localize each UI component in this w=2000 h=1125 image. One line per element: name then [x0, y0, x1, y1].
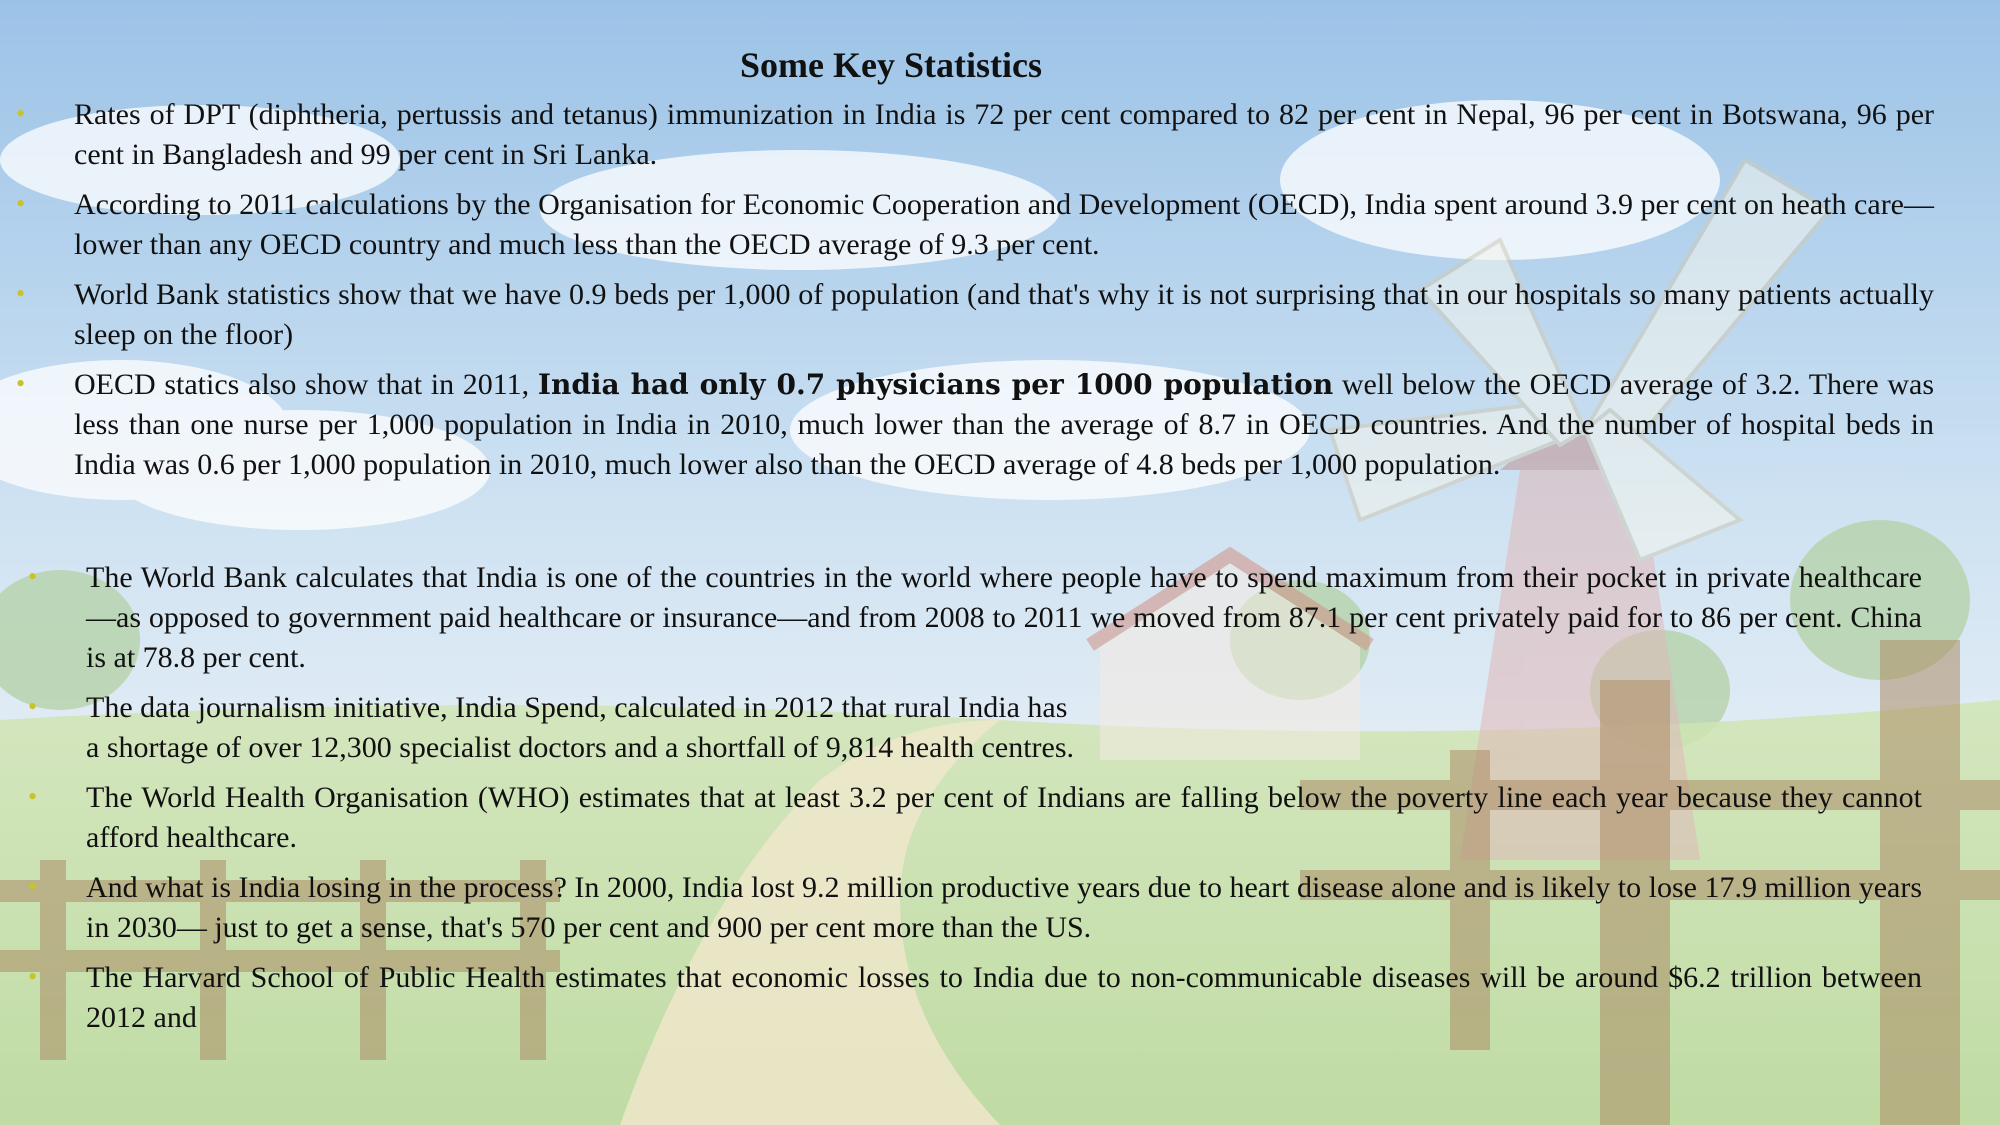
bullet-icon: •: [16, 279, 26, 308]
statistics-list-top: [16, 95, 1934, 495]
list-item: [16, 365, 1934, 485]
list-item: [28, 868, 1922, 948]
list-item: [16, 185, 1934, 265]
list-item: [28, 688, 1922, 768]
list-item-text: Rates of DPT (diphtheria, pertussis and tetanus) immunization in India is 72 per cent compared to 82 per cent in Nepal, 96 per cent in Botswana, 96 per cent in Bangladesh and 99 per cent in Sri Lanka.: [74, 98, 1934, 171]
list-item-text: The Harvard School of Public Health estimates that economic losses to India due to non-communicable diseases will be around $6.2 trillion between 2012 and: [86, 961, 1922, 1034]
list-item-text-continued: a shortage of over 12,300 specialist doctors and a shortfall of 9,814 health centres.: [86, 731, 1075, 764]
list-item-text-end: well below the OECD average of 3.2. There was less than one nurse per 1,000 population in India in 2010, much lower than the average of 8.7 in OECD countries. And the number of hospital beds in India was 0.6 per 1,000 population in 2010, much lower also than the OECD average of 4.8 beds per 1,000 population.: [74, 368, 1934, 481]
list-item: [28, 558, 1922, 678]
bullet-icon: •: [28, 962, 38, 991]
list-item-text: According to 2011 calculations by the Organisation for Economic Cooperation and Development (OECD), India spent around 3.9 per cent on heath care—lower than any OECD country and much less than the OECD average of 9.3 per cent.: [74, 188, 1934, 261]
bullet-icon: •: [28, 782, 38, 811]
list-item-text: The data journalism initiative, India Spend, calculated in 2012 that rural India has: [86, 691, 1068, 724]
statistics-list-bottom: [28, 558, 1922, 1048]
bullet-icon: •: [16, 369, 26, 398]
bullet-icon: •: [28, 872, 38, 901]
list-item: [16, 275, 1934, 355]
list-item: [28, 778, 1922, 858]
list-item-text: The World Bank calculates that India is one of the countries in the world where people have to spend maximum from their pocket in private healthcare—as opposed to government paid healthcare or insurance—and from 2008 to 2011 we moved from 87.1 per cent privately paid for to 86 per cent. China is at 78.8 per cent.: [86, 561, 1922, 674]
highlighted-statistic: India had only 0.7 physicians per 1000 population: [537, 368, 1334, 401]
list-item: [28, 958, 1922, 1038]
list-item-text: And what is India losing in the process? In 2000, India lost 9.2 million productive years due to heart disease alone and is likely to lose 17.9 million years in 2030— just to get a sense, that's 570 per cent and 900 per cent more than the US.: [86, 871, 1922, 944]
bullet-icon: •: [16, 99, 26, 128]
slide-title: Some Key Statistics: [740, 45, 1042, 85]
list-item-text: World Bank statistics show that we have 0.9 beds per 1,000 of population (and that's why it is not surprising that in our hospitals so many patients actually sleep on the floor): [74, 278, 1934, 351]
list-item-text-start: OECD statics also show that in 2011,: [74, 368, 538, 401]
bullet-icon: •: [28, 692, 38, 721]
bullet-icon: •: [16, 189, 26, 218]
list-item-text: The World Health Organisation (WHO) estimates that at least 3.2 per cent of Indians are falling below the poverty line each year because they cannot afford healthcare.: [86, 781, 1922, 854]
list-item: [16, 95, 1934, 175]
bullet-icon: •: [28, 562, 38, 591]
